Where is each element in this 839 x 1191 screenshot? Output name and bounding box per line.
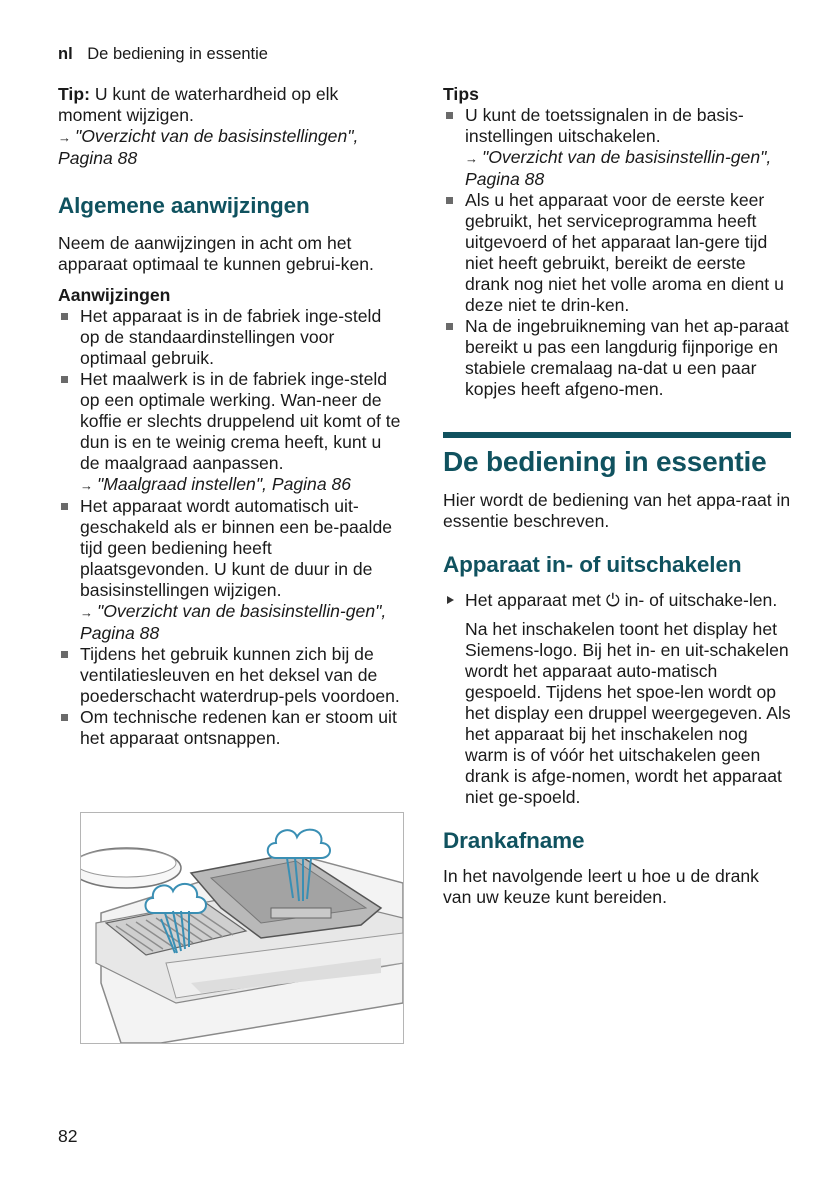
tip-text: U kunt de waterhardheid op elk moment wijzigen.: [58, 84, 339, 125]
switch-description: Na het inschakelen toont het display het Siemens-logo. Bij het in- en uit-schakelen wordt het apparaat auto-matisch gespoeld. Tijdens het spoe-len wordt op het display een druppel weergegeven. Als het apparaat bij het inschakelen nog warm is of vóór het uitschakelen geen drank is afge-nomen, wordt het apparaat niet ge-spoeld.: [465, 619, 791, 807]
list-item: Het apparaat is in de fabriek inge-steld op de standaardinstellingen voor optimaal gebruik.: [58, 306, 403, 369]
main-section-title: De bediening in essentie: [443, 446, 767, 477]
list-heading: Aanwijzingen: [58, 285, 171, 305]
section-title-algemene: Algemene aanwijzingen: [58, 193, 310, 218]
header-title: De bediening in essentie: [87, 45, 268, 63]
drink-intro: In het navolgende leert u hoe u de drank van uw keuze kunt bereiden.: [443, 866, 759, 907]
right-column: [443, 84, 791, 908]
section-rule: [443, 432, 791, 438]
tips-list: [443, 105, 791, 400]
left-column: [58, 84, 403, 749]
tips-heading: Tips: [443, 84, 479, 104]
section-title-drank: Drankafname: [443, 828, 585, 853]
section-intro: Neem de aanwijzingen in acht om het apparaat optimaal te kunnen gebrui-ken.: [58, 233, 374, 274]
list-item: Na de ingebruikneming van het ap-paraat bereikt u pas een langdurig fijnporige en stabiele cremalaag na-dat u een paar kopjes heeft afgeno-men.: [443, 316, 791, 400]
switch-step: Het apparaat met ⏻ in- of uitschake-len.: [443, 590, 791, 611]
tip-reference[interactable]: → "Overzicht van de basisinstellingen", Pagina 88: [58, 126, 359, 168]
list-item: Het maalwerk is in de fabriek inge-steld op een optimale werking. Wan-neer de koffie er slechts druppelend uit komt of te dun is en te weinig crema heeft, kunt u de maalgraad aanpassen. → "Maalgraad instellen", Pagina 86: [58, 369, 403, 496]
list-item: U kunt de toetssignalen in de basis-instellingen uitschakelen. → "Overzicht van de basisinstellin-gen", Pagina 88: [443, 105, 791, 190]
main-intro: Hier wordt de bediening van het appa-raat in essentie beschreven.: [443, 490, 791, 531]
section-title-switch: Apparaat in- of uitschakelen: [443, 552, 742, 577]
tip-paragraph: [58, 84, 403, 169]
machine-steam-illustration: [81, 813, 403, 1043]
aanwijzingen-list: [58, 306, 403, 749]
list-item-reference[interactable]: → "Maalgraad instellen", Pagina 86: [80, 474, 352, 494]
steam-illustration: [80, 812, 404, 1044]
page-number: 82: [58, 1126, 78, 1146]
header-language: nl: [58, 45, 73, 63]
list-item-reference[interactable]: → "Overzicht van de basisinstellin-gen", Pagina 88: [80, 601, 387, 643]
list-item: Het apparaat wordt automatisch uit-geschakeld als er binnen een be-paalde tijd geen bediening heeft plaatsgevonden. U kunt de duur in de basisinstellingen wijzigen. → "Overzicht van de basisinstellin-gen", Pagina 88: [58, 496, 403, 644]
list-item: Om technische redenen kan er stoom uit het apparaat ontsnappen.: [58, 707, 403, 749]
running-header: [58, 44, 268, 65]
list-item: Als u het apparaat voor de eerste keer gebruikt, het serviceprogramma heeft uitgevoerd of het apparaat lan-gere tijd niet heeft gebruikt, bereikt de eerste drank nog niet het volle aroma en dient u deze niet te drin-ken.: [443, 190, 791, 316]
list-item-reference[interactable]: → "Overzicht van de basisinstellin-gen", Pagina 88: [465, 147, 772, 189]
list-item: Tijdens het gebruik kunnen zich bij de ventilatiesleuven en het deksel van de poederschacht waterdrup-pels voordoen.: [58, 644, 403, 707]
power-icon: ⏻: [605, 590, 620, 610]
tip-label: Tip:: [58, 84, 90, 104]
